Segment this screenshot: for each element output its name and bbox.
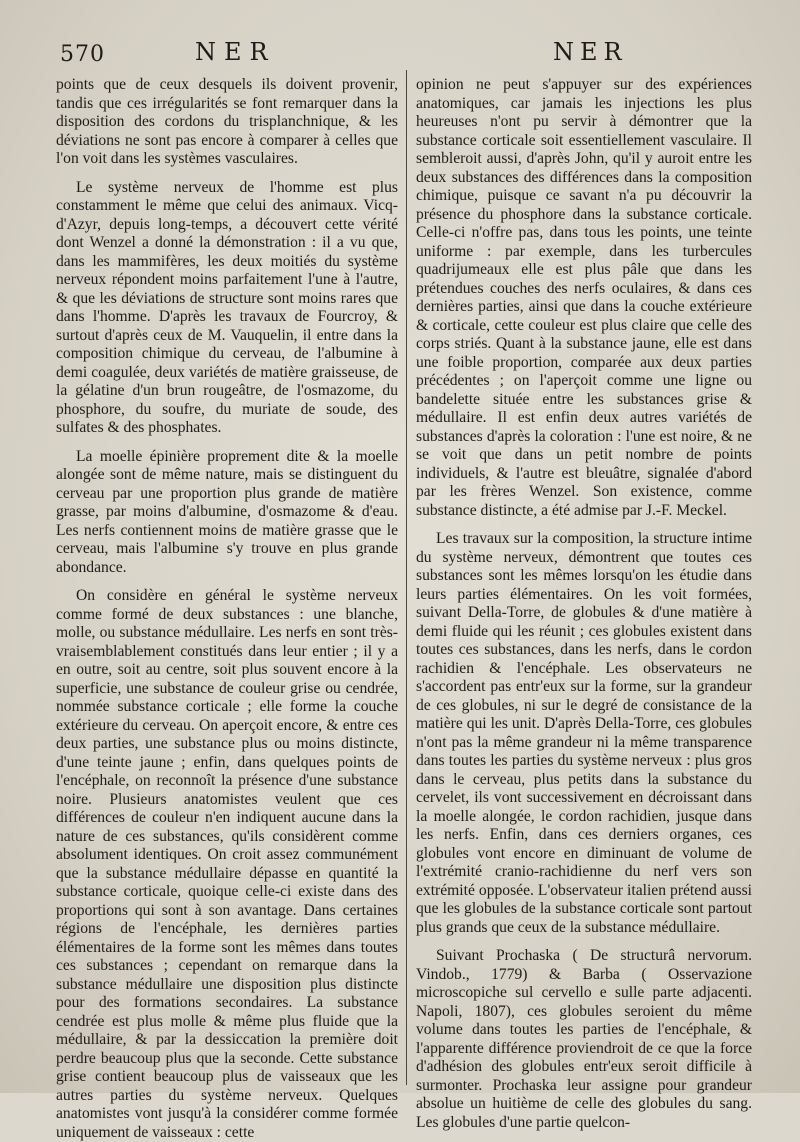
paragraph: points que de ceux desquels ils doivent provenir, tandis que ces irrégularités se font remarquer dans la disposition des cordons du trisplanchnique, & les déviations ne sont pas encore à comparer à celles que l'on voit dans les systèmes vasculaires. xyxy=(56,76,398,167)
paragraph: opinion ne peut s'appuyer sur des expériences anatomiques, car jamais les injections les plus heureuses n'ont pu servir à démontrer que la substance corticale soit essentiellement vasculaire. Il sembleroit aussi, d'après John, qu'il y auroit entre les deux substances des différences dans la composition chimique, puisque ce savant n'a pu découvrir la présence du phosphore dans la substance corticale. Celle-ci n'offre pas, dans tous les points, une teinte uniforme : par exemple, dans les turbercules quadrijumeaux elle est plus pâle que dans les prétendues couches des nerfs oculaires, & dans ces dernières parties, ainsi que dans la couche extérieure & corticale, cette couleur est plus claire que celle des corps striés. Quant à la substance jaune, elle est dans une foible proportion, comparée aux deux parties précédentes ; on l'aperçoit comme une ligne ou bandelette située entre les substances grise & médullaire. Il est enfin deux autres variétés de substances d'après la coloration : l'une est noire, & ne se voit que dans un petit nombre de points individuels, & l'autre est bleuâtre, signalée d'abord par les frères Wenzel. Son existence, comme substance distincte, a été admise par J.-F. Meckel. xyxy=(416,76,752,519)
paragraph: On considère en général le système nerveux comme formé de deux substances : une blanche, molle, ou substance médullaire. Les nerfs en sont très-vraisemblablement constitués dans leur entier ; il y a en outre, soit au centre, soit plus souvent encore à la superficie, une substance de couleur grise ou cendrée, nommée substance corticale ; elle forme la couche extérieure du cerveau. On aperçoit encore, & entre ces deux parties, une substance plus ou moins distincte, d'une teinte jaune ; enfin, dans quelques points de l'encéphale, on reconnoît la présence d'une substance noire. Plusieurs anatomistes veulent que ces différences de couleur n'en indiquent aucune dans la nature de ces substances, qu'ils considèrent comme absolument identiques. On croit assez communément que la substance médullaire dépasse en quantité la substance corticale, quoique celle-ci existe dans des proportions qui sont à son avantage. Dans certaines régions de l'encéphale, les dernières parties élémentaires de la forme sont les mêmes dans toutes ces substances ; cependant on remarque dans la substance médullaire une disposition plus distincte pour des formations secondaires. La substance cendrée est plus molle & même plus fluide que la médullaire, & par la dessiccation la première doit perdre beaucoup plus que la seconde. Cette substance grise contient beaucoup plus de vaisseaux que les autres parties du système nerveux. Quelques anatomistes vont jusqu'à la considérer comme formée uniquement de vaisseaux : cette xyxy=(56,587,398,1141)
paragraph: Les travaux sur la composition, la structure intime du système nerveux, démontrent que toutes ces substances sont les mêmes lorsqu'on les étudie dans leurs parties élémentaires. On les voit formées, suivant Della-Torre, de globules & d'une matière à demi fluide qui les réunit ; ces globules existent dans toutes ces substances, dans les nerfs, dans le cordon rachidien & l'encéphale. Les observateurs ne s'accordent pas entr'eux sur la forme, sur la grandeur de ces globules, ni sur le degré de consistance de la matière qui les unit. D'après Della-Torre, ces globules n'ont pas la même grandeur ni la même transparence dans toutes les parties du système nerveux : plus gros dans le cerveau, plus petits dans la substance du cervelet, ils vont successivement en décroissant dans la moelle alongée, le cordon rachidien, jusque dans les nerfs. Enfin, dans ces derniers organes, ces globules vont encore en diminuant de volume de l'extrémité cranio-rachidienne du nerf vers son extrémité opposée. L'observateur italien prétend aussi que les globules de la substance corticale sont partout plus grands que ceux de la substance médullaire. xyxy=(416,530,752,936)
paragraph: Suivant Prochaska ( De structurâ nervorum. Vindob., 1779) & Barba ( Osservazione microscopiche sul cervello e sulle parte adjacenti. Napoli, 1807), ces globules seroient du même volume dans toutes les parties de l'encéphale, & l'apparente différence proviendroit de ce que la force d'adhésion des globules entr'eux seroit difficile à surmonter. Prochaska leur assigne pour grandeur absolue un huitième de celle des globules du sang. Les globules d'une partie quelcon- xyxy=(416,947,752,1131)
paragraph: Le système nerveux de l'homme est plus constamment le même que celui des animaux. Vicq-d'Azyr, depuis long-temps, a découvert cette vérité dont Wenzel a donné la démonstration : il a vu que, dans les mammifères, les deux moitiés du système nerveux répondent moins parfaitement l'une à l'autre, & que les déviations de structure sont moins rares que dans l'homme. D'après les travaux de Fourcroy, & surtout d'après ceux de M. Vauquelin, il entre dans la composition chimique du cerveau, de l'albumine à demi coagulée, deux variétés de matière graisseuse, de la gélatine d'un brun rougeâtre, de l'osmazome, du phosphore, du soufre, du muriate de soude, des sulfates & des phosphates. xyxy=(56,178,398,436)
column-divider xyxy=(406,70,407,1085)
running-head-left: NER xyxy=(195,38,276,66)
running-head-right: NER xyxy=(553,38,628,66)
page-number: 570 xyxy=(60,42,105,67)
right-column xyxy=(416,76,752,1131)
left-column xyxy=(56,76,398,1141)
paragraph: La moelle épinière proprement dite & la moelle alongée sont de même nature, mais se distinguent du cerveau par une proportion plus grande de matière grasse, par moins d'albumine, d'osmazome & d'eau. Les nerfs contiennent moins de matière grasse que le cerveau, mais l'albumine s'y trouve en plus grande abondance. xyxy=(56,447,398,576)
